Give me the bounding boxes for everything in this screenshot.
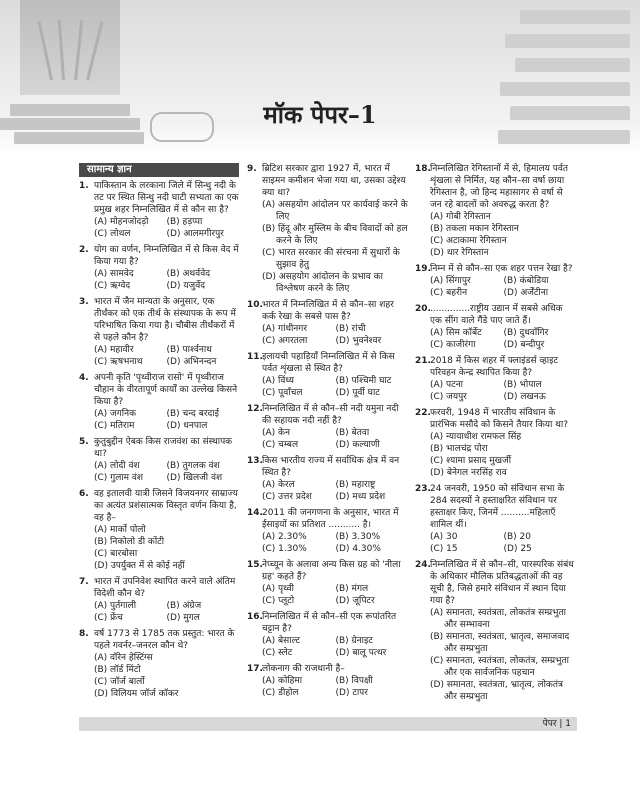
question-text: लोकनाग की राजधानी है–: [262, 664, 345, 674]
answer-option: (C) स्लेट: [262, 648, 293, 658]
answer-option: (B) पश्चिमी घाट: [335, 376, 392, 386]
answer-option: (C) प्लूटो: [262, 596, 295, 606]
answer-option: (D) यजुर्वेद: [166, 281, 205, 291]
question-number: 4.: [79, 373, 89, 383]
question-text: फरवरी, 1948 में भारतीय संविधान के प्रारंभिक मसौदे को किसने तैयार किया था?: [430, 408, 569, 430]
answer-option: (B) अथर्ववेद: [166, 269, 210, 279]
answer-option: (C) उत्तर प्रदेश: [262, 492, 312, 502]
question-text: कुतुबुद्दीन ऐबक किस राजवंश का संस्थापक था?: [94, 437, 233, 459]
answer-option: (B) कंबोडिया: [503, 276, 549, 286]
question-text: ..............राष्ट्रीय उद्यान में सबसे अधिक एक सींग वाले गैंडे पाए जाते हैं।: [430, 304, 563, 326]
answer-option: (C) डीहोल: [262, 688, 299, 698]
answer-option: (B) मंगल: [335, 584, 369, 594]
answer-option: (C) पूर्वांचल: [262, 388, 303, 398]
options-group: [430, 607, 577, 703]
answer-option: (A) सिम कॉर्बेट: [430, 328, 482, 338]
question-item: [247, 507, 409, 555]
question-item: [79, 628, 239, 700]
question-column-1: [79, 163, 239, 704]
answer-option: (C) फ्रेंच: [94, 613, 123, 623]
question-number: 17.: [247, 664, 263, 674]
answer-option: (B) तुगलक वंश: [166, 461, 220, 471]
options-group: [94, 652, 239, 700]
options-group: [430, 275, 577, 299]
question-text: इलायची पहाड़ियाँ निम्नलिखित में से किस पर्वत शृंखला से स्थित है?: [262, 352, 395, 374]
options-group: [262, 479, 409, 503]
answer-option: (B) तकला मकान रेगिस्तान: [430, 224, 519, 234]
answer-option: (B) निकोलो डी कोंटी: [94, 537, 165, 547]
answer-option: (D) समानता, स्वतंत्रता, भ्रातृत्व, लोकतंत्र और सम्प्रभुता: [430, 680, 563, 702]
options-group: [94, 268, 239, 292]
question-text: भारत में जैन मान्यता के अनुसार, एक तीर्थंकर को एक तीर्थ के संस्थापक के रूप में परिभाषित किया गया है। चौबीस तीर्थंकरों में से पहले कौन है?: [94, 297, 236, 343]
options-group: [430, 531, 577, 555]
question-number: 21.: [415, 356, 431, 366]
question-number: 7.: [79, 577, 89, 587]
answer-option: (D) टापर: [335, 688, 368, 698]
question-number: 8.: [79, 629, 89, 639]
answer-option: (D) धनपाल: [166, 421, 208, 431]
question-text: पाकिस्तान के लरकाना जिले में सिन्धु नदी के तट पर स्थित सिन्धु नदी घाटी सभ्यता का एक प्रमुख शहर निम्नलिखित में से कौन सा है?: [94, 181, 239, 215]
question-text: निम्न में से कौन–सा एक शहर पत्तन रेखा है?: [430, 264, 573, 274]
question-text: किस भारतीय राज्य में सर्वाधिक क्षेत्र में वन स्थित है?: [262, 456, 400, 478]
question-item: [415, 263, 577, 299]
question-number: 6.: [79, 489, 89, 499]
question-text: निम्नलिखित रेगिस्तानों में से, हिमालय पर्वत शृंखला से निर्मित, यह कौन–सा वर्षा छाया रेगिस्तान है, जो हिन्द महासागर से वर्षा से जन रहे बादलों को अवरुद्ध करता है?: [430, 164, 568, 210]
answer-option: (B) भोपाल: [503, 380, 542, 390]
options-group: [262, 583, 409, 607]
pencils-image: [40, 10, 100, 80]
answer-option: (C) मतिराम: [94, 421, 135, 431]
question-item: [79, 372, 239, 432]
question-item: [415, 559, 577, 703]
options-group: [94, 216, 239, 240]
question-item: [247, 455, 409, 503]
options-group: [94, 600, 239, 624]
answer-option: (A) वॉरेन हेस्टिंग्स: [94, 653, 153, 663]
answer-option: (A) मोहनजोदड़ो: [94, 217, 149, 227]
footer-bar: [79, 717, 577, 731]
answer-option: (C) काजीरंगा: [430, 340, 476, 350]
question-item: [247, 663, 409, 699]
answer-option: (B) 3.30%: [335, 532, 381, 542]
answer-option: (A) केन: [262, 428, 290, 438]
question-item: [79, 180, 239, 240]
question-number: 2.: [79, 245, 89, 255]
answer-option: (C) ऋषभनाथ: [94, 357, 143, 367]
section-heading: सामान्य ज्ञान: [79, 163, 239, 177]
question-item: [415, 483, 577, 555]
answer-option: (B) समानता, स्वतंत्रता, भ्रातृत्व, समाजवाद और सम्प्रभुता: [430, 632, 570, 654]
shelf-image: [500, 82, 630, 96]
options-group: [94, 344, 239, 368]
answer-option: (C) अटाकामा रेगिस्तान: [430, 236, 507, 246]
question-text: निम्नलिखित में से कौन–सी एक रूपांतरित चट्टान है?: [262, 612, 397, 634]
question-text: योग का वर्णन, निम्नलिखित में से किस वेद में किया गया है?: [94, 245, 239, 267]
question-item: [247, 611, 409, 659]
answer-option: (B) विपक्षी: [335, 676, 373, 686]
answer-option: (A) लोदी वंश: [94, 461, 140, 471]
answer-option: (D) मुगल: [166, 613, 200, 623]
question-text: अपनी कृति 'पृथ्वीराज रासो' में पृथ्वीराज चौहान के वीरतापूर्ण कार्यों का उल्लेख किसने किया है?: [94, 373, 238, 407]
question-item: [415, 303, 577, 351]
answer-option: (C) भारत सरकार की संरचना में सुधारों के सुझाव हेतु: [262, 248, 400, 270]
answer-option: (C) ऋग्वेद: [94, 281, 131, 291]
options-group: [262, 635, 409, 659]
answer-option: (D) भुवनेश्वर: [335, 336, 382, 346]
question-item: [247, 351, 409, 399]
answer-option: (A) सिंगापुर: [430, 276, 471, 286]
question-item: [79, 488, 239, 572]
answer-option: (C) समानता, स्वतंत्रता, लोकतंत्र, सम्प्रभुता और एक सार्वजनिक पहचान: [430, 656, 569, 678]
question-item: [247, 559, 409, 607]
options-group: [262, 375, 409, 399]
answer-option: (B) चन्द बरदाई: [166, 409, 220, 419]
question-item: [247, 163, 409, 295]
answer-option: (D) बन्दीपुर: [503, 340, 545, 350]
question-item: [79, 576, 239, 624]
answer-option: (A) महावीर: [94, 345, 134, 355]
question-number: 13.: [247, 456, 263, 466]
answer-option: (B) भालचंद्र पोरा: [430, 444, 488, 454]
question-text: भारत में उपनिवेश स्थापित करने वाले अंतिम विदेशी कौन थे?: [94, 577, 236, 599]
options-group: [94, 524, 239, 572]
answer-option: (C) बहरीन: [430, 288, 468, 298]
question-item: [247, 299, 409, 347]
answer-option: (C) जॉर्ज बार्लो: [94, 677, 145, 687]
answer-option: (A) समानता, स्वतंत्रता, लोकतंत्र सम्प्रभुता और सम्भावना: [430, 608, 566, 630]
question-text: वर्ष 1773 से 1785 तक प्रस्तुत: भारत के पहले गवर्नर–जनरल कौन थे?: [94, 629, 235, 651]
answer-option: (C) अगरतला: [262, 336, 308, 346]
answer-option: (B) दुधवाँगिर: [503, 328, 549, 338]
question-column-2: [247, 163, 409, 703]
question-number: 19.: [415, 264, 431, 274]
answer-option: (D) उपर्युक्त में से कोई नहीं: [94, 561, 185, 571]
options-group: [262, 323, 409, 347]
question-number: 9.: [247, 164, 257, 174]
question-number: 10.: [247, 300, 263, 310]
shelf-image: [505, 34, 630, 48]
question-text: वह इतालवी यात्री जिसने विजयनगर साम्राज्य का अत्यंत प्रशंसात्मक विस्तृत वर्णन किया है, वह है–: [94, 489, 238, 523]
answer-option: (C) 1.30%: [262, 544, 307, 554]
answer-option: (A) असहयोग आंदोलन पर कार्यवाई करने के लिए: [262, 200, 408, 222]
question-number: 1.: [79, 181, 89, 191]
answer-option: (A) पटना: [430, 380, 464, 390]
options-group: [94, 408, 239, 432]
answer-option: (D) असहयोग आंदोलन के प्रभाव का विश्लेषण करने के लिए: [262, 272, 383, 294]
answer-option: (D) 25: [503, 544, 532, 554]
page-title: मॉक पेपर–1: [263, 100, 377, 129]
answer-option: (D) बालू पत्थर: [335, 648, 387, 658]
book-stack-image: [14, 132, 144, 144]
question-text: 2011 की जनगणना के अनुसार, भारत में ईसाइयों का प्रतिशत ........... है।: [262, 508, 399, 530]
shelf-image: [515, 58, 630, 72]
answer-option: (B) 20: [503, 532, 532, 542]
answer-option: (B) बेतवा: [335, 428, 370, 438]
question-number: 16.: [247, 612, 263, 622]
question-text: भारत में निम्नलिखित में से कौन–सा शहर कर्क रेखा के सबसे पास है?: [262, 300, 394, 322]
question-item: [79, 296, 239, 368]
answer-option: (A) पुर्तगाली: [94, 601, 137, 611]
answer-option: (D) अर्जेंटीना: [503, 288, 549, 298]
shelf-image: [520, 10, 630, 24]
question-number: 15.: [247, 560, 263, 570]
options-group: [430, 327, 577, 351]
answer-option: (C) जयपुर: [430, 392, 467, 402]
question-item: [415, 407, 577, 479]
answer-option: (B) हिंदू और मुस्लिम के बीच विवादों को हल करने के लिए: [262, 224, 408, 246]
answer-option: (B) लॉर्ड मिंटो: [94, 665, 141, 675]
question-text: 2018 में किस शहर में फ्लाइंडर्स व्हाइट परिवहन केन्द्र स्थापित किया है?: [430, 356, 559, 378]
answer-option: (D) खिलजी वंश: [166, 473, 223, 483]
answer-option: (A) गोबी रेगिस्तान: [430, 212, 491, 222]
answer-option: (A) विंध्य: [262, 376, 294, 386]
answer-option: (B) अंग्रेज: [166, 601, 202, 611]
question-number: 3.: [79, 297, 89, 307]
question-text: नेप्च्यून के अलावा अन्य किस ग्रह को 'नीला ग्रह' कहते हैं?: [262, 560, 401, 582]
question-number: 11.: [247, 352, 263, 362]
answer-option: (A) 2.30%: [262, 532, 307, 542]
question-number: 14.: [247, 508, 263, 518]
options-group: [262, 531, 409, 555]
answer-option: (B) महाराष्ट्र: [335, 480, 376, 490]
question-number: 23.: [415, 484, 431, 494]
answer-option: (C) गुलाम वंश: [94, 473, 144, 483]
question-number: 12.: [247, 404, 263, 414]
question-item: [415, 355, 577, 403]
answer-option: (B) हड़प्पा: [166, 217, 203, 227]
answer-option: (A) जगनिक: [94, 409, 137, 419]
options-group: [262, 427, 409, 451]
answer-option: (D) आलमगीरपुर: [166, 229, 224, 239]
question-item: [415, 163, 577, 259]
page-footer-label: पेपर | 1: [542, 719, 571, 729]
question-column-3: [415, 163, 577, 707]
options-group: [430, 211, 577, 259]
answer-option: (A) न्यायाधीश रामफल सिंह: [430, 432, 522, 442]
answer-option: (A) केरल: [262, 480, 295, 490]
question-number: 22.: [415, 408, 431, 418]
answer-option: (D) कल्याणी: [335, 440, 380, 450]
answer-option: (A) सामवेद: [94, 269, 134, 279]
answer-option: (A) पृथ्वी: [262, 584, 294, 594]
question-text: 24 जनवरी, 1950 को संविधान सभा के 284 सदस्यों ने हस्ताक्षरित संविधान पर हस्ताक्षर किए, जिनमें ..........महिलाएँ शामिल थीं।: [430, 484, 565, 530]
answer-option: (A) कोहिमा: [262, 676, 303, 686]
answer-option: (B) पार्श्वनाथ: [166, 345, 212, 355]
answer-option: (D) जूपिटर: [335, 596, 375, 606]
answer-option: (C) श्यामा प्रसाद मुखर्जी: [430, 456, 512, 466]
shelf-image: [498, 130, 630, 144]
options-group: [262, 199, 409, 295]
answer-option: (D) बेनेगल नरसिंह राव: [430, 468, 507, 478]
answer-option: (A) बेसाल्ट: [262, 636, 301, 646]
answer-option: (C) चम्बल: [262, 440, 299, 450]
question-item: [79, 436, 239, 484]
question-text: ब्रिटिश सरकार द्वारा 1927 में, भारत में साइमन कमीशन भेजा गया था, उसका उद्देश्य क्या था?: [262, 164, 406, 198]
answer-option: (D) मध्य प्रदेश: [335, 492, 386, 502]
answer-option: (C) 15: [430, 544, 458, 554]
options-group: [94, 460, 239, 484]
header-banner: [0, 0, 640, 155]
question-text: निम्नलिखित में से कौन–सी नदी यमुना नदी की सहायक नदी नहीं है?: [262, 404, 399, 426]
answer-option: (B) रांची: [335, 324, 366, 334]
answer-option: (D) लखनऊ: [503, 392, 546, 402]
question-number: 18.: [415, 164, 431, 174]
question-number: 20.: [415, 304, 431, 314]
question-text: निम्नलिखित में से कौन–सी, पारस्परिक संबंध के अधिकार मौलिक प्रतिबद्धताओं की वह सूची है, जिसे हमारे संविधान में स्थान दिया गया है?: [430, 560, 574, 606]
answer-option: (A) मार्को पोलो: [94, 525, 146, 535]
options-group: [262, 675, 409, 699]
answer-option: (B) ग्रेनाइट: [335, 636, 373, 646]
answer-option: (A) गांधीनगर: [262, 324, 308, 334]
question-item: [79, 244, 239, 292]
answer-option: (D) पूर्वी घाट: [335, 388, 380, 398]
question-number: 5.: [79, 437, 89, 447]
answer-option: (C) लोथल: [94, 229, 131, 239]
answer-option: (C) बारबोसा: [94, 549, 138, 559]
question-item: [247, 403, 409, 451]
options-group: [430, 379, 577, 403]
answer-option: (A) 30: [430, 532, 458, 542]
answer-option: (D) थार रेगिस्तान: [430, 248, 489, 258]
answer-option: (D) 4.30%: [335, 544, 381, 554]
answer-option: (D) अभिनन्दन: [166, 357, 217, 367]
options-group: [430, 431, 577, 479]
answer-option: (D) विलियम जॉर्ज कॉकर: [94, 689, 179, 699]
question-number: 24.: [415, 560, 431, 570]
